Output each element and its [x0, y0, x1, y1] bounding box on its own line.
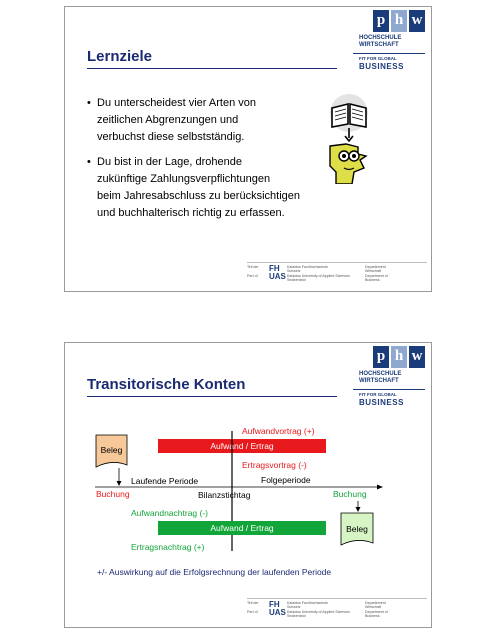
buchung-left-label: Buchung	[96, 489, 130, 499]
ertragsnachtrag-label: Ertragsnachtrag (+)	[131, 542, 205, 552]
bullet-line: Du unterscheidest vier Arten von	[97, 97, 256, 109]
fh-logo-text: FH	[269, 264, 280, 273]
logo-letter-w: w	[409, 10, 425, 32]
bullet-line: beim Jahresabschluss zu berücksichtigen	[97, 190, 300, 202]
book-to-student-icon	[322, 94, 376, 184]
green-bar-label: Aufwand / Ertrag	[210, 523, 274, 533]
note-text: +/- Auswirkung auf die Erfolgsrechnung der laufenden Periode	[97, 567, 332, 577]
footer-part-of-en: Part of	[247, 610, 258, 614]
footer-dept-de-2: Wirtschaft	[365, 605, 381, 609]
logo-name-line2: WIRTSCHAFT	[359, 42, 399, 48]
accrual-diagram	[65, 343, 432, 628]
fh-logo-text: FH	[269, 600, 280, 609]
footer-part-of-en: Part of	[247, 274, 258, 278]
logo-tagline-small: FIT FOR GLOBAL	[359, 392, 397, 397]
footer-school-de-1: Kalaidos Fachhochschule	[287, 601, 328, 605]
footer-divider	[247, 598, 427, 599]
bullet-symbol: •	[87, 156, 91, 168]
aufwandvortrag-label: Aufwandvortrag (+)	[242, 426, 315, 436]
title-underline	[87, 68, 337, 69]
logo-letter-h: h	[391, 346, 407, 368]
footer-divider	[247, 262, 427, 263]
bullet-symbol: •	[87, 97, 91, 109]
slide-footer	[247, 601, 427, 619]
footer-dept-de-2: Wirtschaft	[365, 269, 381, 273]
footer-part-of-de: Teil der	[247, 265, 259, 269]
aufwandnachtrag-label: Aufwandnachtrag (-)	[131, 508, 209, 518]
logo-name-line1: HOCHSCHULE	[359, 371, 402, 377]
footer-dept-de-1: Departement	[365, 601, 386, 605]
bilanzstichtag-label: Bilanzstichtag	[198, 490, 251, 500]
footer-dept-en-1: Department of	[365, 610, 388, 614]
footer-school-en-1: Kalaidos University of Applied Sciences	[287, 610, 350, 614]
bullet-line: verbuchst diese selbstständig.	[97, 131, 245, 143]
slide-transitorische-konten	[64, 342, 432, 628]
logo-tagline-small: FIT FOR GLOBAL	[359, 56, 397, 61]
footer-part-of-de: Teil der	[247, 601, 259, 605]
footer-school-en-2: Switzerland	[287, 278, 306, 282]
laufende-periode-label: Laufende Periode	[131, 476, 199, 486]
beleg-left-label: Beleg	[100, 445, 123, 455]
bullet-line: zukünftige Zahlungsverpflichtungen	[97, 173, 271, 185]
beleg-right-label: Beleg	[346, 524, 368, 534]
logo-tagline-big: BUSINESS	[359, 62, 404, 71]
logo-name-line1: HOCHSCHULE	[359, 35, 402, 41]
logo-tagline-big: BUSINESS	[359, 398, 404, 407]
red-bar-label: Aufwand / Ertrag	[210, 441, 274, 451]
slide-lernziele	[64, 6, 432, 292]
footer-school-de-2: Schweiz	[287, 605, 301, 609]
slide-footer	[247, 265, 427, 283]
uas-logo-text: UAS	[269, 608, 286, 617]
bullet-line: zeitlichen Abgrenzungen und	[97, 114, 239, 126]
footer-dept-de-1: Departement	[365, 265, 386, 269]
footer-school-de-1: Kalaidos Fachhochschule	[287, 265, 328, 269]
buchung-right-label: Buchung	[333, 489, 367, 499]
logo-letter-h: h	[391, 10, 407, 32]
logo-letter-w: w	[409, 346, 425, 368]
logo-letter-p: p	[373, 346, 389, 368]
folgeperiode-label: Folgeperiode	[261, 475, 311, 485]
footer-school-en-2: Switzerland	[287, 614, 306, 618]
footer-school-en-1: Kalaidos University of Applied Sciences	[287, 274, 350, 278]
bullet-line: und buchhalterisch richtig zu erfassen.	[97, 207, 285, 219]
slide-title: Lernziele	[87, 48, 153, 65]
uas-logo-text: UAS	[269, 272, 286, 281]
footer-dept-en-2: Business	[365, 614, 380, 618]
ertragsvortrag-label: Ertragsvortrag (-)	[242, 460, 307, 470]
bullet-line: Du bist in der Lage, drohende	[97, 156, 242, 168]
slide-title: Transitorische Konten	[87, 376, 246, 393]
footer-dept-en-1: Department of	[365, 274, 388, 278]
footer-dept-en-2: Business	[365, 278, 380, 282]
footer-school-de-2: Schweiz	[287, 269, 301, 273]
logo-letter-p: p	[373, 10, 389, 32]
phw-logo	[353, 10, 425, 71]
logo-name-line2: WIRTSCHAFT	[359, 378, 399, 384]
